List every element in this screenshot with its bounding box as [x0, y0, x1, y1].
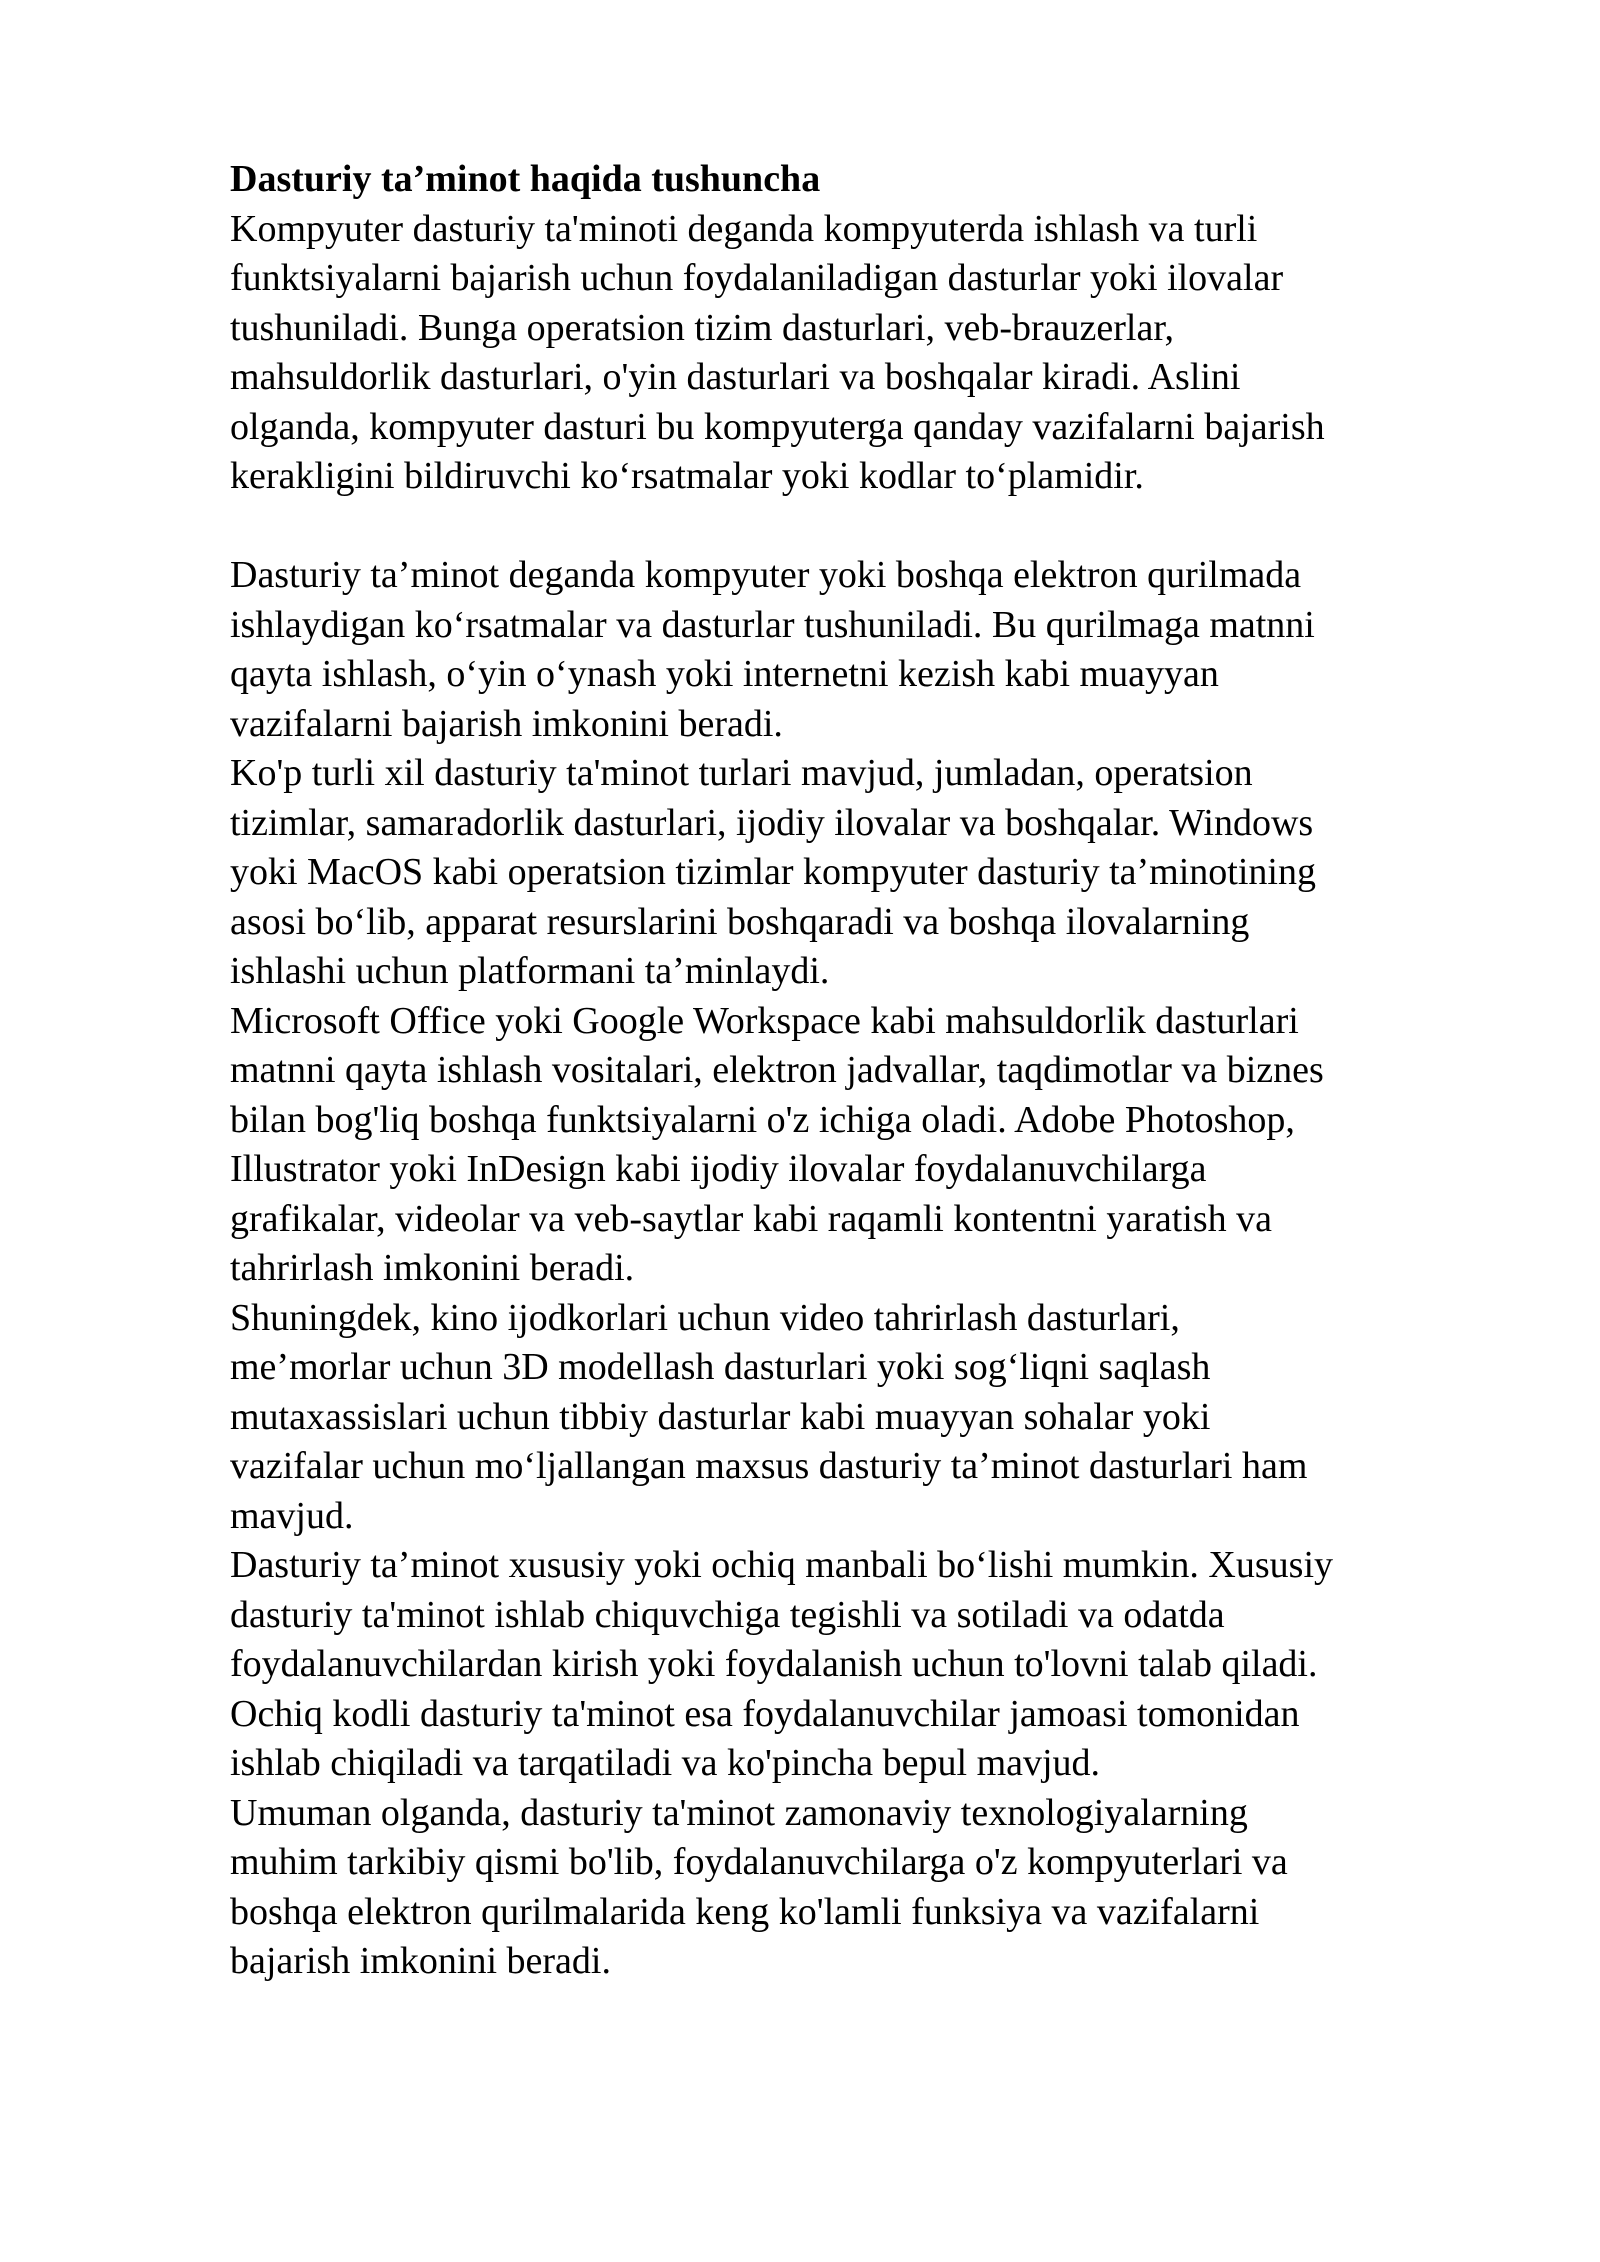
paragraph-6: Dasturiy ta’minot xususiy yoki ochiq manbali bo‘lishi mumkin. Xususiy dasturiy ta'minot ishlab chiquvchiga tegishli va sotiladi va odatda foydalanuvchilardan kirish yoki foydalanish uchun to'lovni talab qiladi. Ochiq kodli dasturiy ta'minot esa foydalanuvchilar jamoasi tomonidan ishlab chiqiladi va tarqatiladi va ko'pincha bepul mavjud. [230, 1544, 1334, 1784]
paragraph-5: Shuningdek, kino ijodkorlari uchun video tahrirlash dasturlari, me’morlar uchun 3D modellash dasturlari yoki sog‘liqni saqlash mutaxassislari uchun tibbiy dasturlar kabi muayyan sohalar yoki vazifalar uchun mo‘ljallangan maxsus dasturiy ta’minot dasturlari ham mavjud. [230, 1296, 1308, 1537]
paragraph-spacer [230, 502, 1530, 552]
paragraph-2: Dasturiy ta’minot deganda kompyuter yoki boshqa elektron qurilmada ishlaydigan ko‘rsatmalar va dasturlar tushuniladi. Bu qurilmaga matnni qayta ishlash, o‘yin o‘ynash yoki internetni kezish kabi muayyan vazifalarni bajarish imkonini beradi. [230, 554, 1315, 745]
paragraph-7: Umuman olganda, dasturiy ta'minot zamonaviy texnologiyalarning muhim tarkibiy qismi bo'lib, foydalanuvchilarga o'z kompyuterlari va boshqa elektron qurilmalarida keng ko'lamli funksiya va vazifalarni bajarish imkonini beradi. [230, 1791, 1288, 1982]
paragraph-4: Microsoft Office yoki Google Workspace kabi mahsuldorlik dasturlari matnni qayta ishlash vositalari, elektron jadvallar, taqdimotlar va biznes bilan bog'liq boshqa funktsiyalarni o'z ichiga oladi. Adobe Photoshop, Illustrator yoki InDesign kabi ijodiy ilovalar foydalanuvchilarga grafikalar, videolar va veb-saytlar kabi raqamli kontentni yaratish va tahrirlash imkonini beradi. [230, 999, 1324, 1289]
document-title: Dasturiy ta’minot haqida tushuncha [230, 158, 821, 200]
paragraph-1: Kompyuter dasturiy ta'minoti deganda kompyuterda ishlash va turli funktsiyalarni bajarish uchun foydalaniladigan dasturlar yoki ilovalar tushuniladi. Bunga operatsion tizim dasturlari, veb-brauzerlar, mahsuldorlik dasturlari, o'yin dasturlari va boshqalar kiradi. Aslini olganda, kompyuter dasturi bu kompyuterga qanday vazifalarni bajarish kerakligini bildiruvchi ko‘rsatmalar yoki kodlar to‘plamidir. [230, 207, 1325, 497]
document-page [230, 155, 1530, 1987]
paragraph-3: Ko'p turli xil dasturiy ta'minot turlari mavjud, jumladan, operatsion tizimlar, samaradorlik dasturlari, ijodiy ilovalar va boshqalar. Windows yoki MacOS kabi operatsion tizimlar kompyuter dasturiy ta’minotining asosi bo‘lib, apparat resurslarini boshqaradi va boshqa ilovalarning ishlashi uchun platformani ta’minlaydi. [230, 752, 1316, 992]
